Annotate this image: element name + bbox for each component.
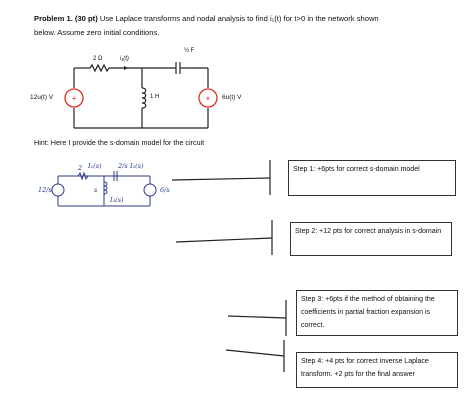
sd-bottom-label: I₃(s): [110, 196, 124, 204]
inductor-1h: [142, 88, 146, 108]
problem-heading: Problem 1. (30 pt): [34, 14, 98, 23]
right-source-label: 6u(t) V: [222, 94, 242, 101]
resistor-label: 2 Ω: [93, 56, 103, 62]
step1-connector: [172, 178, 270, 180]
step-2-box: Step 2: +12 pts for correct analysis in s-domain: [290, 222, 452, 256]
sd-right-source-label: 6/s: [160, 186, 170, 194]
step-1-box: Step 1: +6pts for correct s-domain model: [288, 160, 456, 196]
svg-text:+: +: [205, 94, 211, 103]
svg-text:+: +: [71, 94, 77, 103]
sd-capacitor-label: 2/s: [118, 162, 128, 170]
current-label: i₁(t): [120, 56, 129, 62]
sd-inductor-label: s: [94, 186, 98, 194]
problem-text-1: Use Laplace transforms and nodal analysis to find i₁(t) for t>0 in the network shown: [97, 14, 379, 23]
capacitor-label: ½ F: [184, 48, 195, 54]
step4-connector: [226, 350, 284, 356]
left-source-label: 12u(t) V: [30, 94, 54, 101]
step2-connector: [176, 238, 272, 242]
hint-text: Hint: Here I provide the s-domain model for the circuit: [34, 138, 205, 147]
sd-left-source-label: 12/s: [38, 186, 52, 194]
sd-i2-label: I₂(s): [130, 162, 144, 170]
problem-line-2: below. Assume zero initial conditions.: [34, 28, 160, 37]
step-4-box: Step 4: +4 pts for correct inverse Laplace transform. +2 pts for the final answer: [296, 352, 458, 388]
step3-connector: [228, 316, 286, 318]
sd-left-source: [52, 184, 64, 196]
resistor-2ohm: [90, 65, 109, 71]
step-3-box: Step 3: +6pts if the method of obtaining the coefficients in partial fraction expansion is correct.: [296, 290, 458, 336]
sd-right-source: [144, 184, 156, 196]
sd-i1-label: I₁(s): [88, 162, 102, 170]
sd-resistor-label: 2: [78, 164, 83, 172]
inductor-label: 1 H: [150, 94, 160, 100]
